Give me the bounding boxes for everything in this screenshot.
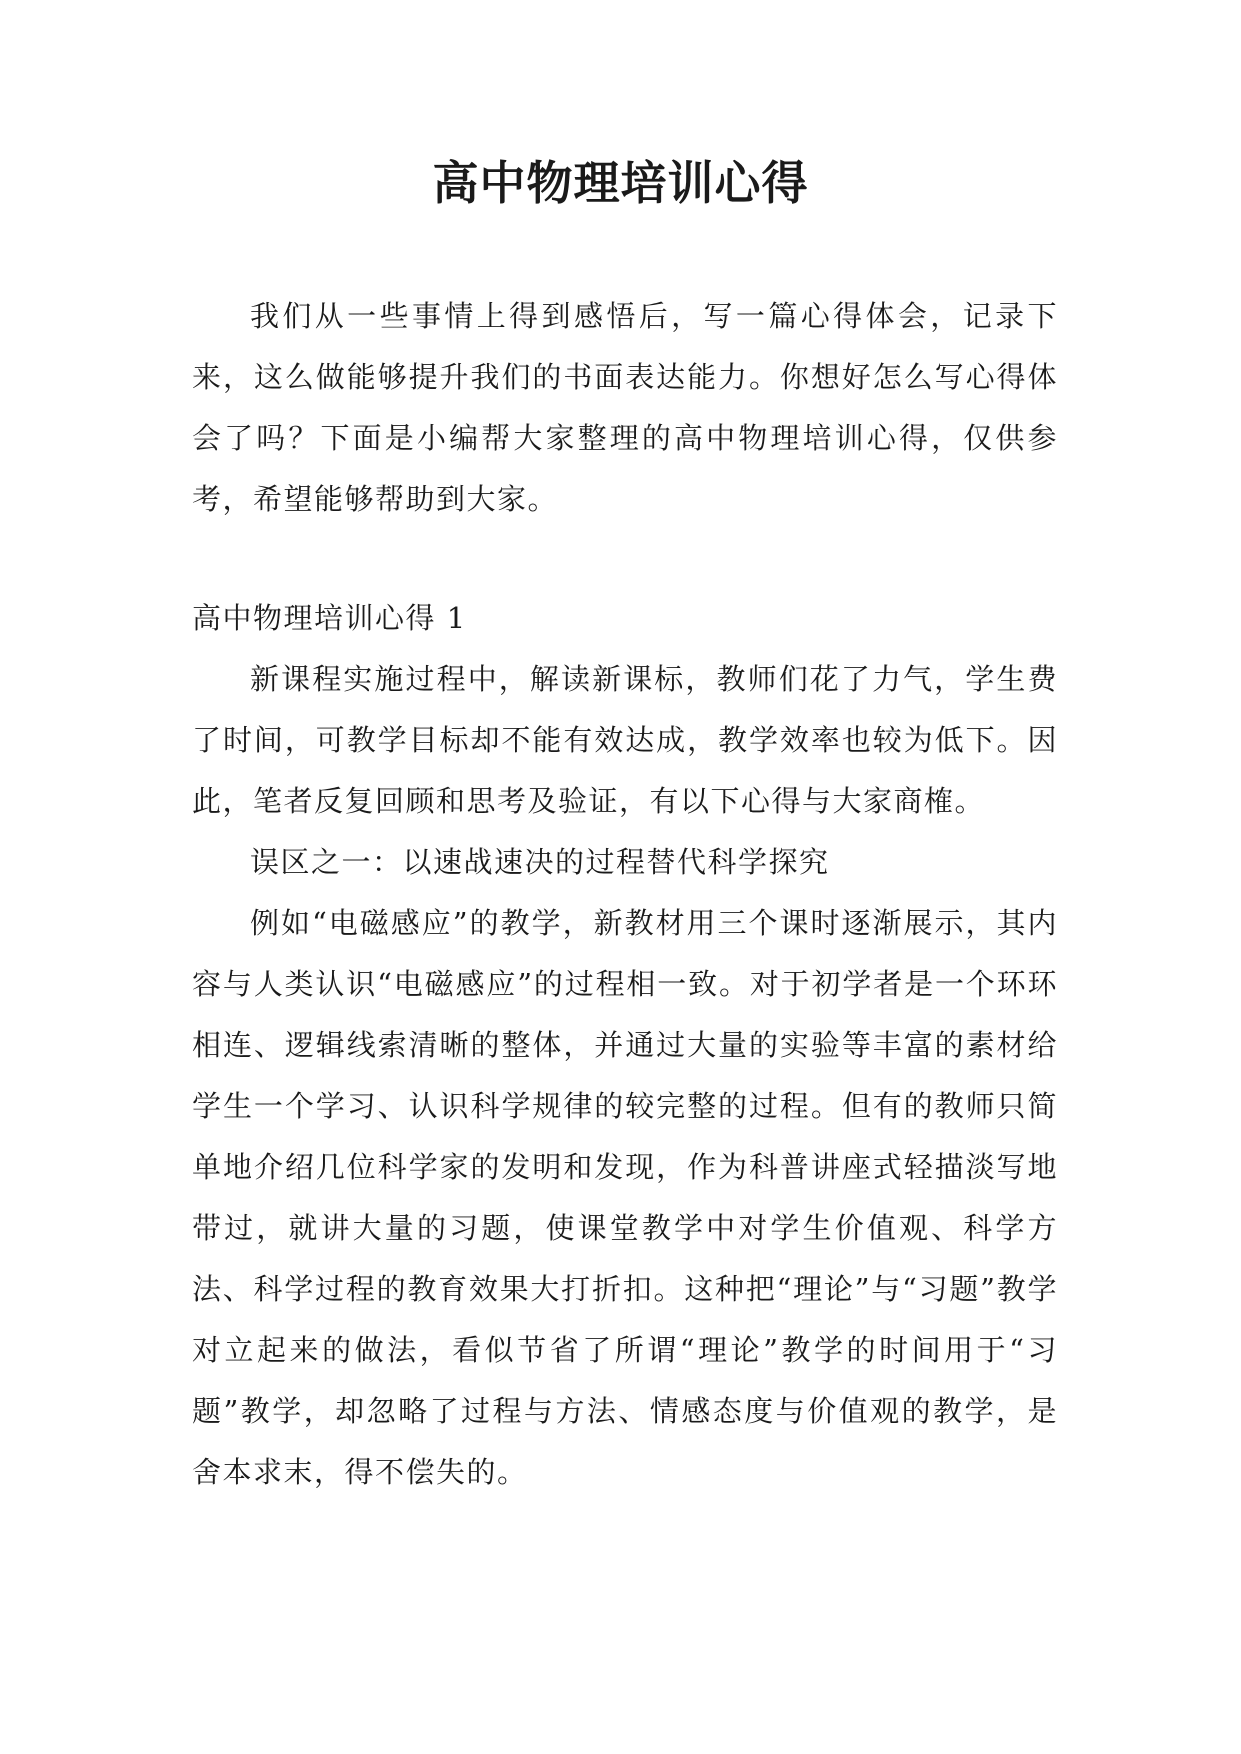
body-paragraph: 新课程实施过程中，解读新课标，教师们花了力气，学生费了时间，可教学目标却不能有效达成，教学效率也较为低下。因此，笔者反复回顾和思考及验证，有以下心得与大家商榷。 (192, 662, 1058, 818)
body-paragraph: 例如“电磁感应”的教学，新教材用三个课时逐渐展示，其内容与人类认识“电磁感应”的过程相一致。对于初学者是一个环环相连、逻辑线索清晰的整体，并通过大量的实验等丰富的素材给学生一个学习、认识科学规律的较完整的过程。但有的教师只简单地介绍几位科学家的发明和发现，作为科普讲座式轻描淡写地带过，就讲大量的习题，使课堂教学中对学生价值观、科学方法、科学过程的教育效果大打折扣。这种把“理论”与“习题”教学对立起来的做法，看似节省了所谓“理论”教学的时间用于“习题”教学，却忽略了过程与方法、情感态度与价值观的教学，是舍本求末，得不偿失的。 (192, 906, 1058, 1489)
section-heading: 高中物理培训心得 1 (192, 601, 467, 635)
subsection-heading: 误区之一：以速战速决的过程替代科学探究 (250, 845, 830, 879)
document-body (192, 286, 1058, 1503)
document-title: 高中物理培训心得 (432, 156, 809, 210)
intro-paragraph: 我们从一些事情上得到感悟后，写一篇心得体会，记录下来，这么做能够提升我们的书面表达能力。你想好怎么写心得体会了吗？下面是小编帮大家整理的高中物理培训心得，仅供参考，希望能够帮助到大家。 (192, 299, 1058, 516)
